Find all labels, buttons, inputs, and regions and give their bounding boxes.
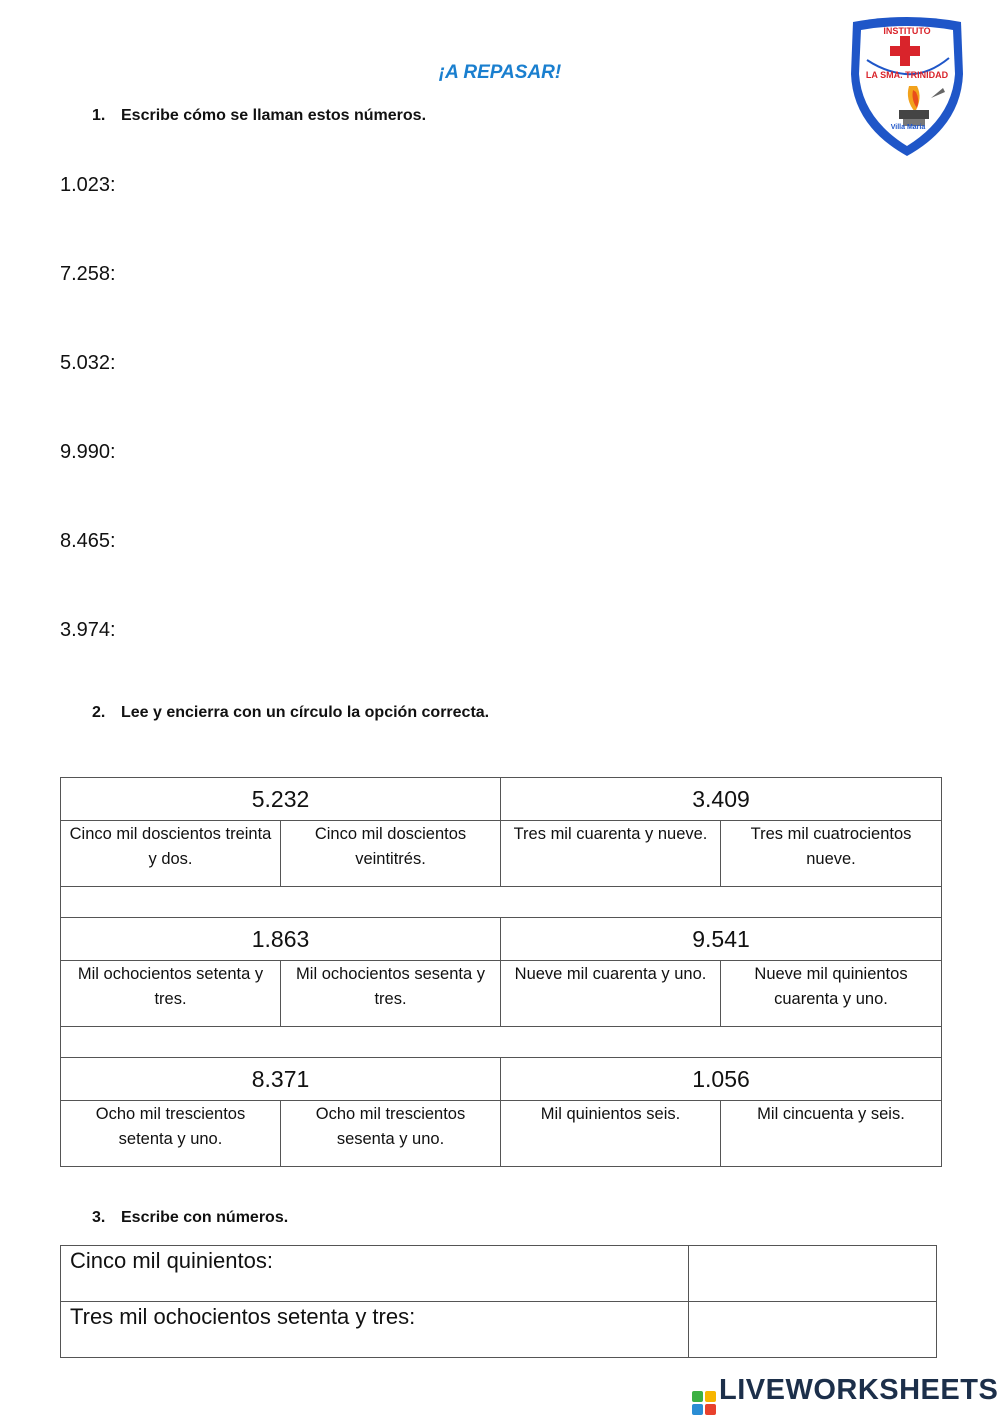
choice-number: 5.232	[61, 778, 501, 821]
choice-option[interactable]: Ocho mil trescientos setenta y uno.	[61, 1101, 281, 1167]
crest-bottom-text: Villa María	[890, 124, 926, 131]
number-item: 5.032:	[60, 352, 116, 374]
section3-heading	[92, 1209, 288, 1227]
answer-field[interactable]	[689, 1246, 937, 1302]
write-numbers-table	[60, 1245, 937, 1358]
crest-top-text: INSTITUTO	[883, 26, 931, 36]
choice-number: 9.541	[501, 918, 942, 961]
section2-heading	[92, 704, 489, 722]
brand-name: LIVEWORKSHEETS	[719, 1374, 999, 1406]
crest-middle-text: LA SMA. TRINIDAD	[865, 70, 949, 80]
section2-number: 2.	[92, 704, 106, 721]
brand-grid-icon	[692, 1391, 716, 1415]
choice-number: 1.056	[501, 1058, 942, 1101]
section2-heading-text: Lee y encierra con un círculo la opción correcta.	[121, 704, 490, 721]
page-title: ¡A REPASAR!	[438, 62, 562, 83]
choice-number: 1.863	[61, 918, 501, 961]
choice-option[interactable]: Nueve mil cuarenta y uno.	[501, 961, 721, 1027]
choice-option[interactable]: Cinco mil doscientos veintitrés.	[281, 821, 501, 887]
choice-table	[60, 777, 942, 1167]
choice-option[interactable]: Nueve mil quinientos cuarenta y uno.	[721, 961, 942, 1027]
choice-number: 8.371	[61, 1058, 501, 1101]
write-label: Tres mil ochocientos setenta y tres:	[61, 1302, 689, 1358]
section1-heading	[92, 107, 426, 125]
choice-option[interactable]: Mil cincuenta y seis.	[721, 1101, 942, 1167]
section3-number: 3.	[92, 1209, 106, 1226]
number-item: 7.258:	[60, 263, 116, 285]
choice-option[interactable]: Cinco mil doscientos treinta y dos.	[61, 821, 281, 887]
section1-number: 1.	[92, 107, 106, 124]
section3-heading-text: Escribe con números.	[121, 1209, 289, 1226]
number-item: 8.465:	[60, 530, 116, 552]
write-label: Cinco mil quinientos:	[61, 1246, 689, 1302]
table-spacer-row	[61, 1027, 942, 1058]
liveworksheets-logo	[692, 1374, 998, 1415]
school-crest-logo	[845, 14, 969, 160]
section1-heading-text: Escribe cómo se llaman estos números.	[121, 107, 427, 124]
choice-option[interactable]: Tres mil cuatrocientos nueve.	[721, 821, 942, 887]
number-item: 1.023:	[60, 174, 116, 196]
choice-option[interactable]: Mil quinientos seis.	[501, 1101, 721, 1167]
choice-option[interactable]: Tres mil cuarenta y nueve.	[501, 821, 721, 887]
answer-field[interactable]	[689, 1302, 937, 1358]
table-spacer-row	[61, 887, 942, 918]
number-item: 9.990:	[60, 441, 116, 463]
choice-option[interactable]: Mil ochocientos setenta y tres.	[61, 961, 281, 1027]
choice-number: 3.409	[501, 778, 942, 821]
number-item: 3.974:	[60, 619, 116, 641]
choice-option[interactable]: Mil ochocientos sesenta y tres.	[281, 961, 501, 1027]
choice-option[interactable]: Ocho mil trescientos sesenta y uno.	[281, 1101, 501, 1167]
